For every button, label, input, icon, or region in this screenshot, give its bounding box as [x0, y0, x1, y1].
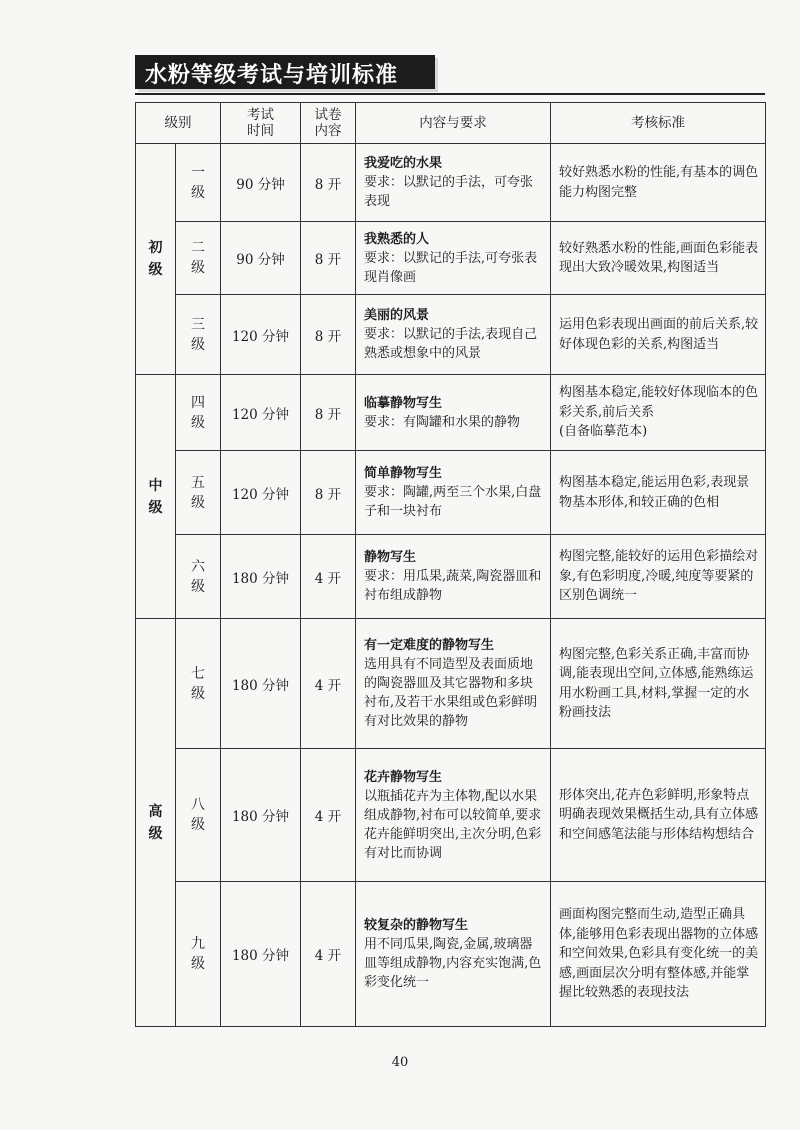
content-requirement: 要求：用瓜果,蔬菜,陶瓷器皿和衬布组成静物 — [364, 569, 542, 603]
content-requirement: 以瓶插花卉为主体物,配以水果组成静物,衬布可以较简单,要求花卉能鲜明突出,主次分明,色彩有对比而协调 — [364, 788, 542, 861]
header-paper: 试卷 内容 — [301, 103, 356, 144]
content-title: 静物写生 — [364, 550, 417, 565]
table-row — [136, 749, 766, 882]
content-title: 我爱吃的水果 — [364, 156, 443, 171]
content-requirement: 用不同瓜果,陶瓷,金属,玻璃器皿等组成静物,内容充实饱满,色彩变化统一 — [364, 937, 542, 990]
table-row — [136, 295, 766, 375]
paper-size-cell: 8 开 — [301, 144, 356, 222]
content-requirement: 要求：以默记的手法,可夸张表现肖像画 — [364, 250, 538, 285]
page-title: 水粉等级考试与培训标准 — [145, 63, 399, 88]
exam-time-cell: 180 分钟 — [221, 535, 301, 619]
content-cell — [356, 222, 551, 295]
table-row — [136, 222, 766, 295]
table-row — [136, 375, 766, 451]
criteria-cell: 构图基本稳定,能较好体现临本的色彩关系,前后关系 (自备临摹范本) — [551, 375, 766, 451]
content-cell — [356, 295, 551, 375]
level-cell: 六 级 — [176, 535, 221, 619]
paper-size-cell: 4 开 — [301, 535, 356, 619]
table-row — [136, 619, 766, 749]
criteria-cell: 较好熟悉水粉的性能,画面色彩能表现出大致冷暖效果,构图适当 — [551, 222, 766, 295]
criteria-cell: 构图完整,色彩关系正确,丰富而协调,能表现出空间,立体感,能熟练运用水粉画工具,材料,掌握一定的水粉画技法 — [551, 619, 766, 749]
exam-time-cell: 120 分钟 — [221, 295, 301, 375]
paper-size-cell: 4 开 — [301, 619, 356, 749]
content-requirement: 要求：以默记的手法,表现自己熟悉或想象中的风景 — [364, 327, 538, 361]
content-cell — [356, 882, 551, 1027]
content-title: 临摹静物写生 — [364, 395, 443, 411]
exam-time-cell: 90 分钟 — [221, 144, 301, 222]
table-row — [136, 451, 766, 535]
level-group-cell: 高 级 — [136, 619, 176, 1027]
criteria-cell: 运用色彩表现出画面的前后关系,较好体现色彩的关系,构图适当 — [551, 295, 766, 375]
paper-size-cell: 4 开 — [301, 882, 356, 1027]
content-title: 有一定难度的静物写生 — [364, 638, 495, 653]
paper-size-cell: 8 开 — [301, 375, 356, 451]
content-title: 较复杂的静物写生 — [364, 918, 469, 933]
exam-time-cell: 90 分钟 — [221, 222, 301, 295]
content-requirement: 要求：陶罐,两至三个水果,白盘子和一块衬布 — [364, 485, 542, 519]
table-row — [136, 144, 766, 222]
content-cell — [356, 535, 551, 619]
content-title: 我熟悉的人 — [364, 231, 430, 247]
criteria-cell: 形体突出,花卉色彩鲜明,形象特点明确表现效果概括生动,具有立体感和空间感笔法能与形体结构想结合 — [551, 749, 766, 882]
level-group-cell: 初 级 — [136, 144, 176, 375]
content-cell — [356, 619, 551, 749]
content-title: 简单静物写生 — [364, 466, 443, 481]
content-title: 美丽的风景 — [364, 308, 430, 323]
level-cell: 九 级 — [176, 882, 221, 1027]
criteria-cell: 画面构图完整而生动,造型正确具体,能够用色彩表现出器物的立体感和空间效果,色彩具有变化统一的美感,画面层次分明有整体感,并能掌握比较熟悉的表现技法 — [551, 882, 766, 1027]
criteria-cell: 构图完整,能较好的运用色彩描绘对象,有色彩明度,冷暖,纯度等要紧的区别色调统一 — [551, 535, 766, 619]
header-criteria: 考核标准 — [551, 103, 766, 144]
level-cell: 二 级 — [176, 222, 221, 295]
content-requirement: 要求：有陶罐和水果的静物 — [364, 414, 521, 430]
paper-size-cell: 8 开 — [301, 222, 356, 295]
table-row — [136, 882, 766, 1027]
paper-size-cell: 8 开 — [301, 451, 356, 535]
level-cell: 三 级 — [176, 295, 221, 375]
content-cell — [356, 375, 551, 451]
title-underline — [135, 93, 765, 95]
level-cell: 八 级 — [176, 749, 221, 882]
content-requirement: 选用具有不同造型及表面质地的陶瓷器皿及其它器物和多块衬布,及若干水果组或色彩鲜明有对比效果的静物 — [364, 657, 538, 729]
exam-time-cell: 180 分钟 — [221, 619, 301, 749]
page-number: 40 — [391, 1055, 409, 1070]
title-banner — [135, 55, 435, 89]
criteria-cell: 较好熟悉水粉的性能,有基本的调色能力构图完整 — [551, 144, 766, 222]
criteria-cell: 构图基本稳定,能运用色彩,表现景物基本形体,和较正确的色相 — [551, 451, 766, 535]
content-cell — [356, 749, 551, 882]
content-cell — [356, 451, 551, 535]
level-cell: 七 级 — [176, 619, 221, 749]
header-level: 级别 — [136, 103, 221, 144]
level-cell: 一 级 — [176, 144, 221, 222]
exam-time-cell: 120 分钟 — [221, 451, 301, 535]
exam-time-cell: 120 分钟 — [221, 375, 301, 451]
standards-table — [135, 102, 766, 1027]
level-cell: 五 级 — [176, 451, 221, 535]
paper-size-cell: 4 开 — [301, 749, 356, 882]
table-row — [136, 535, 766, 619]
content-requirement: 要求：以默记的手法，可夸张表现 — [364, 175, 534, 209]
content-cell — [356, 144, 551, 222]
header-row — [136, 103, 766, 144]
content-title: 花卉静物写生 — [364, 769, 443, 785]
header-content: 内容与要求 — [356, 103, 551, 144]
paper-size-cell: 8 开 — [301, 295, 356, 375]
level-cell: 四 级 — [176, 375, 221, 451]
exam-time-cell: 180 分钟 — [221, 882, 301, 1027]
exam-time-cell: 180 分钟 — [221, 749, 301, 882]
header-time: 考试 时间 — [221, 103, 301, 144]
level-group-cell: 中 级 — [136, 375, 176, 619]
